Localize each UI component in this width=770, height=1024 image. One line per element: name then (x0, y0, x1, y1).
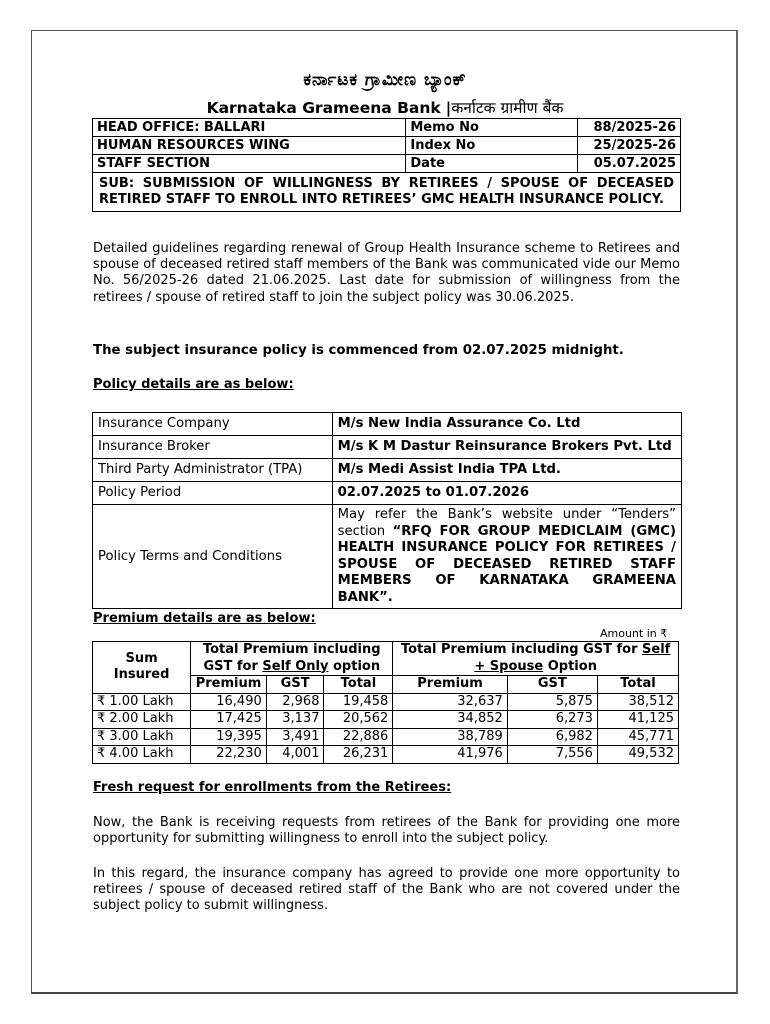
memo-row (93, 137, 681, 155)
premium-heading: Premium details are as below: (93, 611, 316, 626)
bank-name-heading (0, 96, 770, 118)
section-label: STAFF SECTION (93, 155, 406, 173)
premium-table (92, 641, 679, 764)
self-spouse-header-suffix: Option (543, 658, 597, 674)
policy-terms-label: Policy Terms and Conditions (93, 505, 333, 609)
policy-value: M/s New India Assurance Co. Ltd (332, 413, 681, 436)
premium-row (93, 711, 679, 729)
sum-insured-cell: ₹ 4.00 Lakh (93, 746, 191, 764)
premium-cell: 22,886 (324, 728, 393, 746)
memo-row (93, 155, 681, 173)
memo-no-label: Memo No (406, 119, 578, 137)
premium-cell: 41,125 (597, 711, 678, 729)
premium-cell: 38,512 (597, 693, 678, 711)
index-no-value: 25/2025-26 (578, 137, 681, 155)
date-value: 05.07.2025 (578, 155, 681, 173)
self-only-header-prefix: Total Premium including GST for (202, 642, 381, 674)
sub-header: Total (597, 676, 678, 694)
memo-header-table (92, 118, 681, 212)
sum-insured-header: Sum Insured (93, 642, 191, 694)
sub-header: Premium (191, 676, 267, 694)
premium-cell: 49,532 (597, 746, 678, 764)
premium-cell: 38,789 (393, 728, 507, 746)
premium-cell: 45,771 (597, 728, 678, 746)
self-only-header-suffix: option (328, 658, 381, 674)
sub-header: Premium (393, 676, 507, 694)
premium-row (93, 746, 679, 764)
premium-cell: 6,273 (507, 711, 597, 729)
sum-insured-cell: ₹ 1.00 Lakh (93, 693, 191, 711)
premium-cell: 6,982 (507, 728, 597, 746)
premium-cell: 20,562 (324, 711, 393, 729)
policy-terms-rfq: “RFQ FOR GROUP MEDICLAIM (GMC) HEALTH INSURANCE POLICY FOR RETIREES / SPOUSE OF DECEASED RETIRED STAFF MEMBERS OF KARNATAKA GRAMEENA BANK”. (337, 523, 676, 605)
fresh-request-paragraph-1: Now, the Bank is receiving requests from retirees of the Bank for providing one more opportunity for submitting willingness to enroll into the subject policy. (93, 815, 680, 847)
premium-row (93, 693, 679, 711)
premium-cell: 2,968 (266, 693, 324, 711)
self-spouse-header-underlined: Self + Spouse (474, 642, 671, 674)
self-spouse-header (393, 642, 679, 676)
memo-row (93, 119, 681, 137)
policy-value: M/s K M Dastur Reinsurance Brokers Pvt. Ltd (332, 436, 681, 459)
policy-label: Policy Period (93, 482, 333, 505)
policy-terms-row (93, 505, 682, 609)
memo-no-value: 88/2025-26 (578, 119, 681, 137)
policy-value: 02.07.2025 to 01.07.2026 (332, 482, 681, 505)
subject-row (93, 173, 681, 212)
bank-name-kannada: ಕರ್ನಾಟಕ ಗ್ರಾಮೀಣ ಬ್ಯಾಂಕ್ (303, 70, 467, 90)
premium-row (93, 728, 679, 746)
amount-note: Amount in ₹ (600, 627, 668, 640)
commencement-statement: The subject insurance policy is commenced from 02.07.2025 midnight. (93, 343, 624, 358)
premium-cell: 3,491 (266, 728, 324, 746)
policy-value: M/s Medi Assist India TPA Ltd. (332, 459, 681, 482)
self-only-header (191, 642, 393, 676)
policy-row (93, 459, 682, 482)
premium-cell: 22,230 (191, 746, 267, 764)
fresh-request-heading: Fresh request for enrollments from the Retirees: (93, 780, 452, 795)
bank-name-hindi: कर्नाटक ग्रामीण बैंक (451, 99, 564, 117)
policy-label: Insurance Company (93, 413, 333, 436)
premium-cell: 32,637 (393, 693, 507, 711)
subject-line: SUB: SUBMISSION OF WILLINGNESS BY RETIREES / SPOUSE OF DECEASED RETIRED STAFF TO ENROLL INTO RETIREES’ GMC HEALTH INSURANCE POLICY. (93, 173, 681, 212)
date-label: Date (406, 155, 578, 173)
sum-insured-cell: ₹ 2.00 Lakh (93, 711, 191, 729)
policy-heading: Policy details are as below: (93, 377, 294, 392)
premium-cell: 41,976 (393, 746, 507, 764)
sub-header: GST (266, 676, 324, 694)
premium-cell: 26,231 (324, 746, 393, 764)
premium-cell: 34,852 (393, 711, 507, 729)
policy-terms-value (332, 505, 681, 609)
premium-cell: 7,556 (507, 746, 597, 764)
index-no-label: Index No (406, 137, 578, 155)
policy-label: Insurance Broker (93, 436, 333, 459)
sub-header: GST (507, 676, 597, 694)
premium-cell: 3,137 (266, 711, 324, 729)
wing-label: HUMAN RESOURCES WING (93, 137, 406, 155)
bank-name-english: Karnataka Grameena Bank (206, 99, 441, 117)
policy-terms-prefix: May refer the Bank’s website under “Tenders” section (337, 507, 676, 539)
policy-row (93, 413, 682, 436)
policy-details-table (92, 412, 682, 609)
premium-cell: 4,001 (266, 746, 324, 764)
office-label: HEAD OFFICE: BALLARI (93, 119, 406, 137)
premium-cell: 17,425 (191, 711, 267, 729)
title-separator: | (445, 99, 452, 117)
self-spouse-header-prefix: Total Premium including GST for (400, 642, 643, 657)
sub-header: Total (324, 676, 393, 694)
premium-cell: 19,395 (191, 728, 267, 746)
premium-cell: 19,458 (324, 693, 393, 711)
sum-insured-cell: ₹ 3.00 Lakh (93, 728, 191, 746)
self-only-header-underlined: Self Only (262, 658, 329, 674)
premium-header-row (93, 642, 679, 676)
policy-label: Third Party Administrator (TPA) (93, 459, 333, 482)
policy-row (93, 436, 682, 459)
premium-cell: 16,490 (191, 693, 267, 711)
fresh-request-paragraph-2: In this regard, the insurance company has agreed to provide one more opportunity to retirees / spouse of deceased retired staff of the Bank who are not covered under the subject policy to submit willingness. (93, 866, 680, 914)
intro-paragraph: Detailed guidelines regarding renewal of Group Health Insurance scheme to Retirees and spouse of deceased retired staff members of the Bank was communicated vide our Memo No. 56/2025-26 dated 21.06.2025. Last date for submission of willingness from the retirees / spouse of retired staff to join the subject policy was 30.06.2025. (93, 241, 680, 305)
premium-cell: 5,875 (507, 693, 597, 711)
policy-row (93, 482, 682, 505)
